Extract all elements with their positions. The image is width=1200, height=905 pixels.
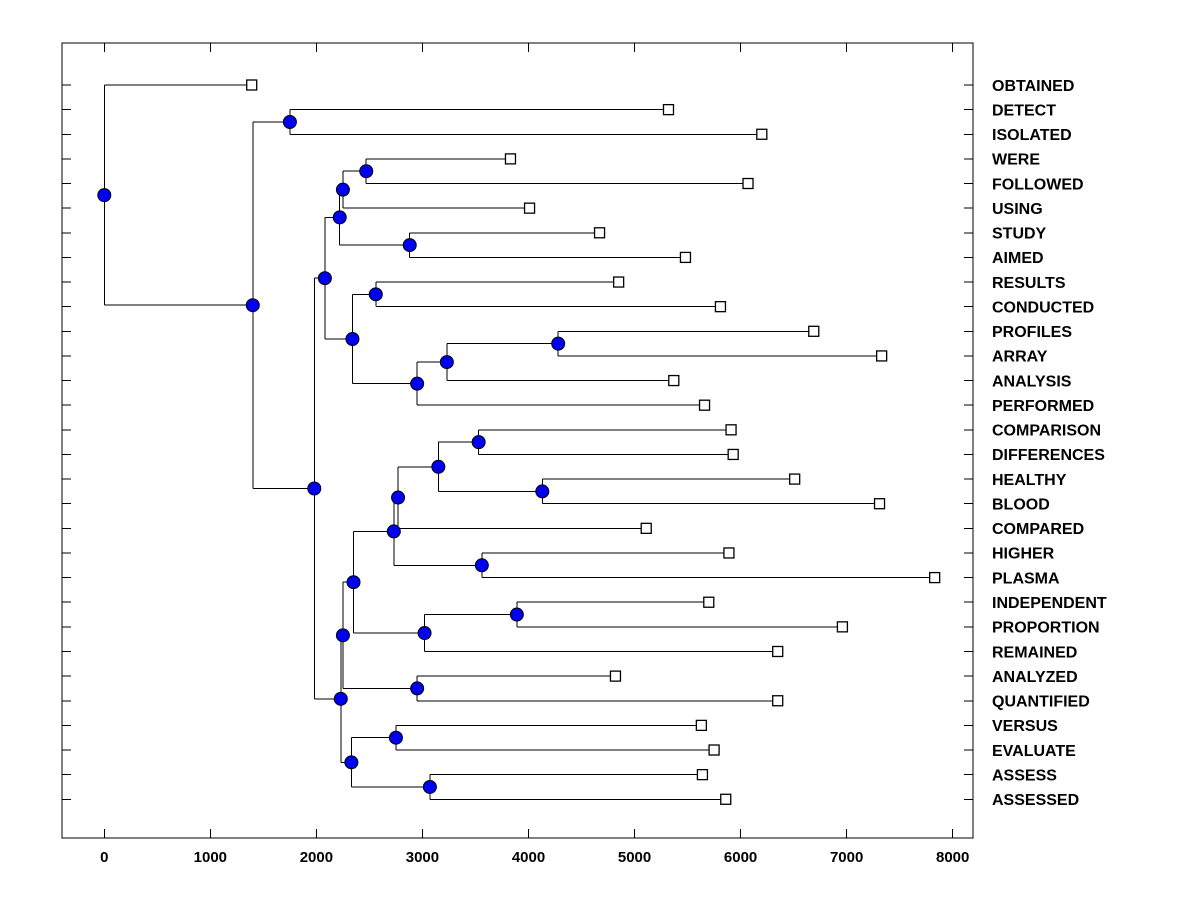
leaf-label: PLASMA [992, 570, 1060, 588]
leaf-label: QUANTIFIED [992, 693, 1090, 711]
node-marker [423, 780, 436, 793]
node-marker [336, 183, 349, 196]
leaf-marker [790, 474, 800, 484]
leaf-marker [930, 573, 940, 583]
node-marker [418, 627, 431, 640]
leaf-marker [704, 597, 714, 607]
leaf-marker [641, 523, 651, 533]
leaf-label: STUDY [992, 225, 1047, 243]
x-tick-label: 0 [100, 849, 109, 866]
leaf-label: ANALYSIS [992, 373, 1072, 391]
leaf-label: DIFFERENCES [992, 447, 1105, 465]
leaf-marker [773, 696, 783, 706]
x-tick-label: 4000 [511, 849, 546, 866]
node-marker [411, 377, 424, 390]
node-marker [369, 288, 382, 301]
node-marker [440, 356, 453, 369]
x-tick-label: 2000 [299, 849, 334, 866]
leaf-marker [773, 646, 783, 656]
leaf-marker [680, 252, 690, 262]
leaf-label: BLOOD [992, 496, 1050, 514]
leaf-marker [595, 228, 605, 238]
node-marker [392, 491, 405, 504]
node-marker [536, 485, 549, 498]
leaf-label: PROPORTION [992, 619, 1100, 637]
node-marker [308, 482, 321, 495]
x-tick-label: 8000 [936, 849, 970, 866]
leaf-label: COMPARED [992, 521, 1085, 539]
leaf-label: ARRAY [992, 348, 1048, 366]
node-marker [333, 211, 346, 224]
leaf-marker [697, 770, 707, 780]
leaf-label: USING [992, 200, 1043, 218]
leaf-marker [757, 129, 767, 139]
leaf-label: EVALUATE [992, 742, 1076, 760]
leaf-label: RESULTS [992, 274, 1066, 292]
leaf-label: HIGHER [992, 545, 1055, 563]
leaf-label: COMPARISON [992, 422, 1102, 440]
leaf-label: ASSESSED [992, 792, 1080, 810]
node-marker [283, 115, 296, 128]
leaf-marker [663, 105, 673, 115]
leaf-label: PROFILES [992, 324, 1073, 342]
leaf-label: VERSUS [992, 718, 1058, 736]
leaf-label: INDEPENDENT [992, 594, 1107, 612]
leaf-label: OBTAINED [992, 77, 1075, 95]
leaf-marker [726, 425, 736, 435]
leaf-marker [247, 80, 257, 90]
leaf-marker [875, 499, 885, 509]
x-tick-label: 3000 [405, 849, 440, 866]
leaf-marker [715, 302, 725, 312]
node-marker [432, 460, 445, 473]
leaf-marker [696, 720, 706, 730]
node-marker [552, 337, 565, 350]
node-marker [336, 629, 349, 642]
node-marker [411, 682, 424, 695]
leaf-marker [877, 351, 887, 361]
x-tick-label: 5000 [617, 849, 652, 866]
leaf-label: REMAINED [992, 644, 1078, 662]
leaf-label: FOLLOWED [992, 176, 1084, 194]
leaf-marker [525, 203, 535, 213]
leaf-marker [614, 277, 624, 287]
node-marker [389, 731, 402, 744]
node-marker [360, 165, 373, 178]
x-tick-label: 6000 [723, 849, 758, 866]
x-tick-label: 1000 [193, 849, 228, 866]
node-marker [345, 756, 358, 769]
node-marker [347, 576, 360, 589]
node-marker [346, 332, 359, 345]
leaf-label: PERFORMED [992, 397, 1095, 415]
leaf-label: ANALYZED [992, 668, 1078, 686]
leaf-marker [743, 179, 753, 189]
node-marker [334, 692, 347, 705]
leaf-marker [700, 400, 710, 410]
leaf-marker [505, 154, 515, 164]
leaf-marker [721, 794, 731, 804]
node-marker [472, 436, 485, 449]
leaf-label: CONDUCTED [992, 299, 1095, 317]
leaf-label: ASSESS [992, 767, 1057, 785]
node-marker [475, 559, 488, 572]
x-tick-label: 7000 [829, 849, 864, 866]
leaf-marker [709, 745, 719, 755]
node-marker [403, 239, 416, 252]
leaf-label: AIMED [992, 250, 1044, 268]
leaf-label: ISOLATED [992, 127, 1072, 145]
leaf-label: HEALTHY [992, 471, 1067, 489]
node-marker [318, 272, 331, 285]
leaf-marker [728, 449, 738, 459]
leaf-label: DETECT [992, 102, 1056, 120]
node-marker [387, 525, 400, 538]
plot-border [62, 43, 973, 838]
leaf-label: WERE [992, 151, 1040, 169]
node-marker [246, 299, 259, 312]
leaf-marker [809, 326, 819, 336]
leaf-marker [724, 548, 734, 558]
node-marker [510, 608, 523, 621]
node-marker [98, 189, 111, 202]
leaf-marker [837, 622, 847, 632]
leaf-marker [669, 376, 679, 386]
leaf-marker [610, 671, 620, 681]
